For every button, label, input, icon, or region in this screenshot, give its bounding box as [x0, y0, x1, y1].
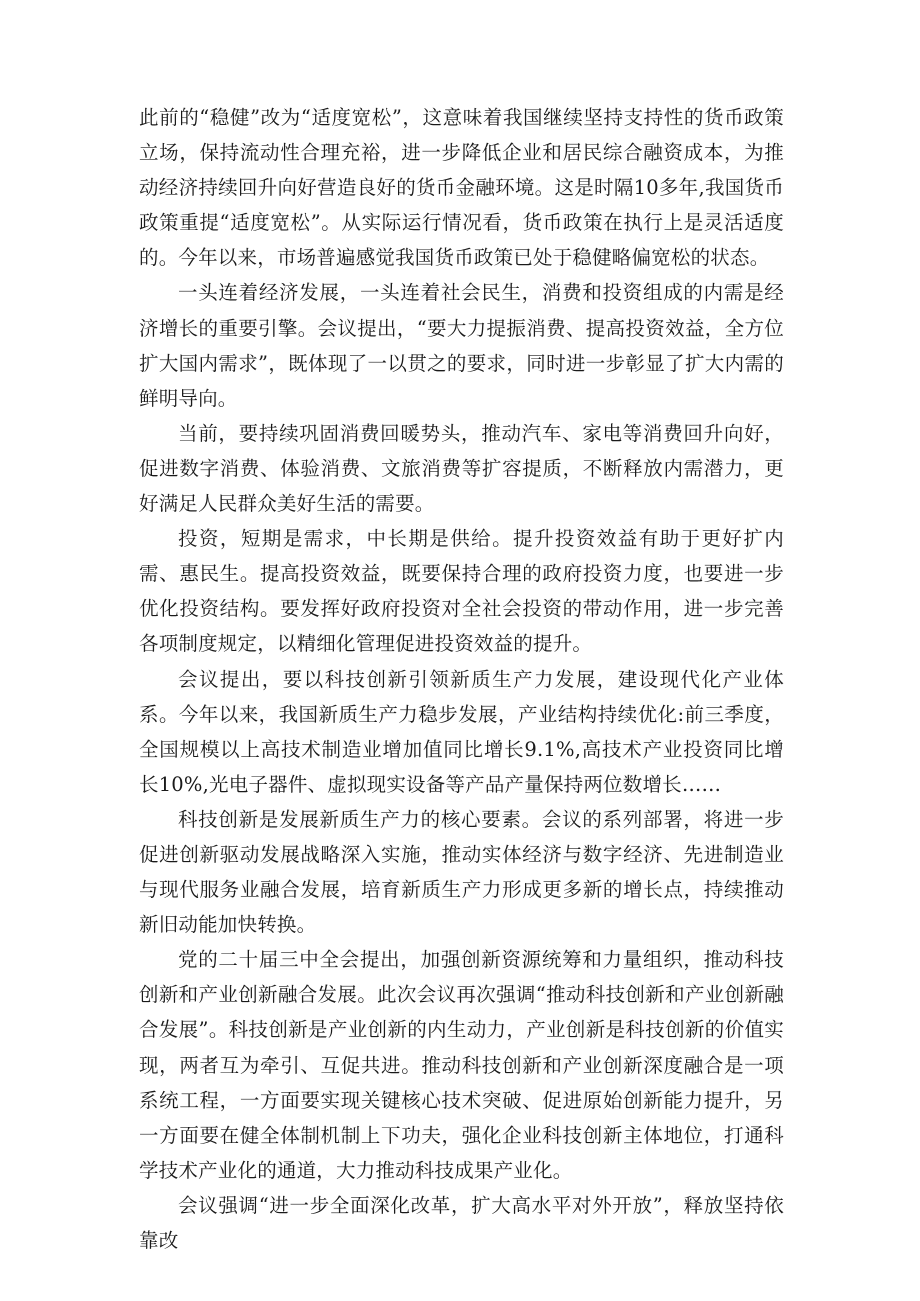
paragraph-domestic-demand: 一头连着经济发展，一头连着社会民生，消费和投资组成的内需是经济增长的重要引擎。会议提出，“要大力提振消费、提高投资效益，全方位扩大国内需求”，既体现了一以贯之的要求，同时进一步彰显了扩大内需的鲜明导向。 [139, 281, 784, 410]
paragraph-new-productive-forces: 会议提出，要以科技创新引领新质生产力发展，建设现代化产业体系。今年以来，我国新质生产力稳步发展，产业结构持续优化:前三季度，全国规模以上高技术制造业增加值同比增长9.1%,高技术产业投资同比增长10%,光电子器件、虚拟现实设备等产品产量保持两位数增长…… [139, 667, 784, 796]
paragraph-reform-opening: 会议强调“进一步全面深化改革，扩大高水平对外开放”，释放坚持依靠改 [139, 1193, 784, 1252]
paragraph-investment: 投资，短期是需求，中长期是供给。提升投资效益有助于更好扩内需、惠民生。提高投资效益，既要保持合理的政府投资力度，也要进一步优化投资结构。要发挥好政府投资对全社会投资的带动作用，进一步完善各项制度规定，以精细化管理促进投资效益的提升。 [139, 527, 784, 656]
paragraph-industry-integration: 党的二十届三中全会提出，加强创新资源统筹和力量组织，推动科技创新和产业创新融合发展。此次会议再次强调“推动科技创新和产业创新融合发展”。科技创新是产业创新的内生动力，产业创新是科技创新的价值实现，两者互为牵引、互促共进。推动科技创新和产业创新深度融合是一项系统工程，一方面要实现关键核心技术突破、促进原始创新能力提升，另一方面要在健全体制机制上下功夫，强化企业科技创新主体地位，打通科学技术产业化的通道，大力推动科技成果产业化。 [139, 948, 784, 1182]
paragraph-consumption: 当前，要持续巩固消费回暖势头，推动汽车、家电等消费回升向好，促进数字消费、体验消费、文旅消费等扩容提质，不断释放内需潜力，更好满足人民群众美好生活的需要。 [139, 421, 784, 516]
article-body [139, 100, 784, 1258]
paragraph-tech-innovation: 科技创新是发展新质生产力的核心要素。会议的系列部署，将进一步促进创新驱动发展战略深入实施，推动实体经济与数字经济、先进制造业与现代服务业融合发展，培育新质生产力形成更多新的增长点，持续推动新旧动能加快转换。 [139, 807, 784, 937]
paragraph-monetary-policy: 此前的“稳健”改为“适度宽松”，这意味着我国继续坚持支持性的货币政策立场，保持流动性合理充裕，进一步降低企业和居民综合融资成本，为推动经济持续回升向好营造良好的货币金融环境。这是时隔10多年,我国货币政策重提“适度宽松”。从实际运行情况看，货币政策在执行上是灵活适度的。今年以来，市场普遍感觉我国货币政策已处于稳健略偏宽松的状态。 [139, 106, 784, 270]
